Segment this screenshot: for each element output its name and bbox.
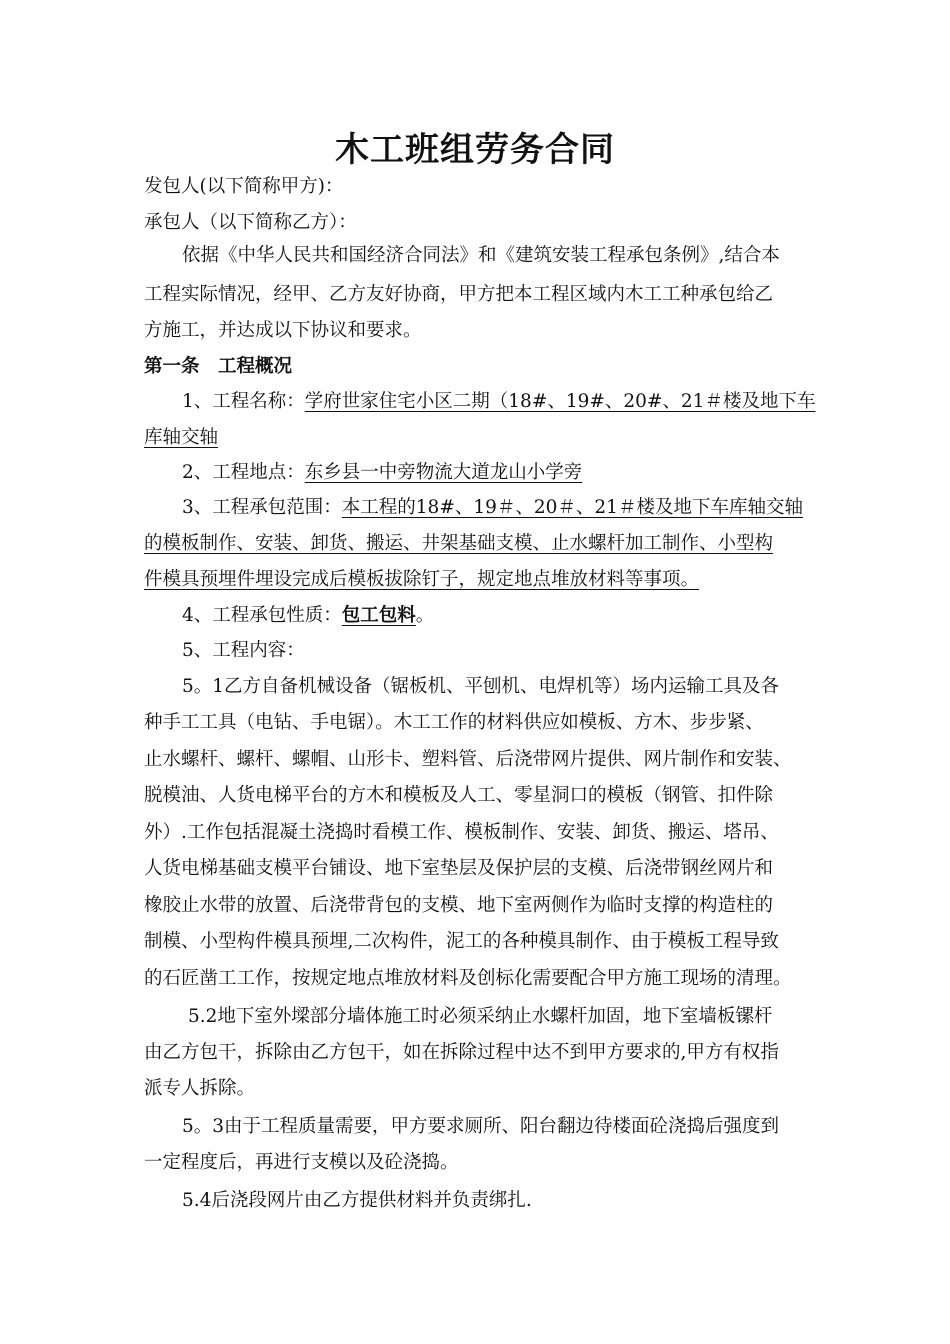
intro-line-3: 方施工，并达成以下协议和要求。 — [144, 320, 422, 341]
document-title: 木工班组劳务合同 — [335, 130, 615, 170]
item-5-2-line-3: 派专人拆除。 — [144, 1078, 256, 1099]
scope-value-cont-1: 的模板制作、安装、卸货、搬运、井架基础支模、止水螺杆加工制作、小型构 — [144, 533, 774, 554]
article-1-heading: 第一条 工程概况 — [144, 356, 293, 377]
party-b-line: 承包人（以下简称乙方）： — [144, 212, 357, 233]
item-3-line-3 — [144, 567, 699, 593]
item-3-label: 3、工程承包范围： — [182, 497, 342, 518]
item-5-1-line-3: 止水螺杆、螺杆、螺帽、山形卡、塑料管、后浇带网片提供、网片制作和安装、 — [144, 749, 792, 770]
item-5-1-line-4: 脱模油、人货电梯平台的方木和模板及人工、零星洞口的模板（钢管、扣件除 — [144, 785, 774, 806]
item-5-1-line-6: 人货电梯基础支模平台铺设、地下室垫层及保护层的支模、后浇带钢丝网片和 — [144, 858, 774, 879]
item-5-label: 5、工程内容： — [182, 640, 305, 661]
item-5-2-line-2: 由乙方包干，拆除由乙方包干，如在拆除过程中达不到甲方要求的,甲方有权指 — [144, 1042, 779, 1063]
item-5-2-line-1: 5.2地下室外墚部分墙体施工时必须采纳止水螺杆加固，地下室墙板镙杆 — [188, 1006, 773, 1027]
item-5-1-line-9: 的石匠凿工工作，按规定地点堆放材料及创标化需要配合甲方施工现场的清理。 — [144, 968, 792, 989]
item-1-label: 1、工程名称： — [182, 391, 305, 412]
item-3-line-1 — [182, 495, 803, 521]
scope-value-cont-2: 件模具预埋件埋设完成后模板拔除钉子，规定地点堆放材料等事项。 — [144, 569, 700, 590]
project-name-value-cont: 库轴交轴 — [144, 427, 219, 448]
item-4-line — [182, 603, 434, 629]
item-3-line-2 — [144, 531, 773, 557]
item-5-4-line: 5.4后浇段网片由乙方提供材料并负责绑扎. — [182, 1190, 532, 1211]
item-2-label: 2、工程地点： — [182, 462, 305, 483]
scope-value: 本工程的18#、19＃、20＃、21＃楼及地下车库轴交轴 — [341, 497, 803, 518]
item-5-1-line-7: 橡胶止水带的放置、后浇带背包的支模、地下室两侧作为临时支撑的构造柱的 — [144, 895, 774, 916]
contract-nature-value: 包工包料 — [341, 605, 416, 626]
project-location-value: 东乡县一中旁物流大道龙山小学旁 — [304, 462, 583, 483]
item-1-line-1 — [182, 389, 815, 415]
item-5-1-line-5: 外）.工作包括混凝土浇捣时看模工作、模板制作、安装、卸货、搬运、塔吊、 — [144, 822, 779, 843]
project-name-value: 学府世家住宅小区二期（18#、19#、20#、21＃楼及地下车 — [304, 391, 816, 412]
item-5-3-line-2: 一定程度后，再进行支模以及砼浇捣。 — [144, 1152, 459, 1173]
intro-line-2: 工程实际情况，经甲、乙方友好协商，甲方把本工程区域内木工工种承包给乙 — [144, 284, 774, 305]
item-4-suffix: 。 — [415, 605, 435, 626]
intro-line-1: 依据《中华人民共和国经济合同法》和《建筑安装工程承包条例》,结合本 — [182, 245, 780, 266]
party-a-line: 发包人(以下简称甲方)： — [144, 176, 344, 197]
item-5-1-line-8: 制模、小型构件模具预埋,二次构件，泥工的各种模具制作、由于模板工程导致 — [144, 931, 779, 952]
item-5-3-line-1: 5。3由于工程质量需要，甲方要求厕所、阳台翻边待楼面砼浇捣后强度到 — [182, 1116, 780, 1137]
item-5-1-line-2: 种手工工具（电钻、手电锯）。木工工作的材料供应如模板、方木、步步紧、 — [144, 712, 764, 733]
item-4-label: 4、工程承包性质： — [182, 605, 342, 626]
item-2-line — [182, 460, 582, 486]
item-1-line-2 — [144, 425, 218, 451]
item-5-1-line-1: 5。1乙方自备机械设备（锯板机、平刨机、电焊机等）场内运输工具及各 — [182, 676, 780, 697]
